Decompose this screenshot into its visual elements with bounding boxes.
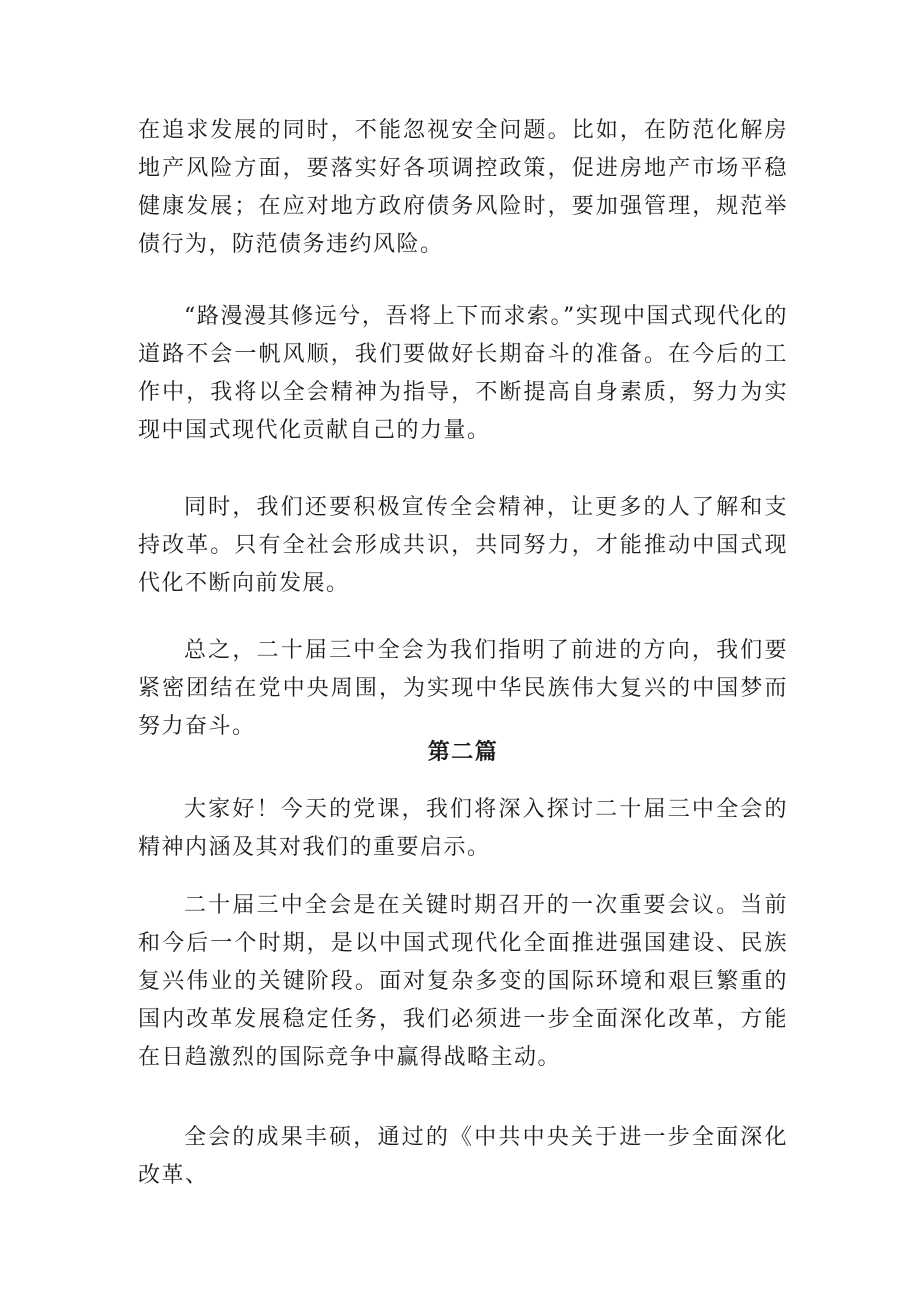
paragraph-greeting: 大家好！今天的党课，我们将深入探讨二十届三中全会的精神内涵及其对我们的重要启示。 — [138, 797, 788, 860]
section-heading: 第二篇 — [427, 739, 499, 765]
paragraph-conclusion: 总之，二十届三中全会为我们指明了前进的方向，我们要紧密团结在党中央周围，为实现中华民族伟大复兴的中国梦而努力奋斗。 — [138, 638, 788, 739]
paragraph-quote: “路漫漫其修远兮，吾将上下而求索。”实现中国式现代化的道路不会一帆风顺，我们要做好长期奋斗的准备。在今后的工作中，我将以全会精神为指导，不断提高自身素质，努力为实现中国式现代化贡献自己的力量。 — [138, 304, 788, 443]
paragraph-security: 在追求发展的同时，不能忽视安全问题。比如，在防范化解房地产风险方面，要落实好各项调控政策，促进房地产市场平稳健康发展；在应对地方政府债务风险时，要加强管理，规范举债行为，防范债务违约风险。 — [138, 118, 788, 257]
paragraph-promotion: 同时，我们还要积极宣传全会精神，让更多的人了解和支持改革。只有全社会形成共识，共同努力，才能推动中国式现代化不断向前发展。 — [138, 495, 788, 596]
paragraph-achievements: 全会的成果丰硕，通过的《中共中央关于进一步全面深化改革、 — [138, 1125, 788, 1188]
paragraph-background: 二十届三中全会是在关键时期召开的一次重要会议。当前和今后一个时期，是以中国式现代化全面推进强国建设、民族复兴伟业的关键阶段。面对复杂多变的国际环境和艰巨繁重的国内改革发展稳定任务，我们必须进一步全面深化改革，方能在日趋激烈的国际竞争中赢得战略主动。 — [138, 893, 788, 1070]
